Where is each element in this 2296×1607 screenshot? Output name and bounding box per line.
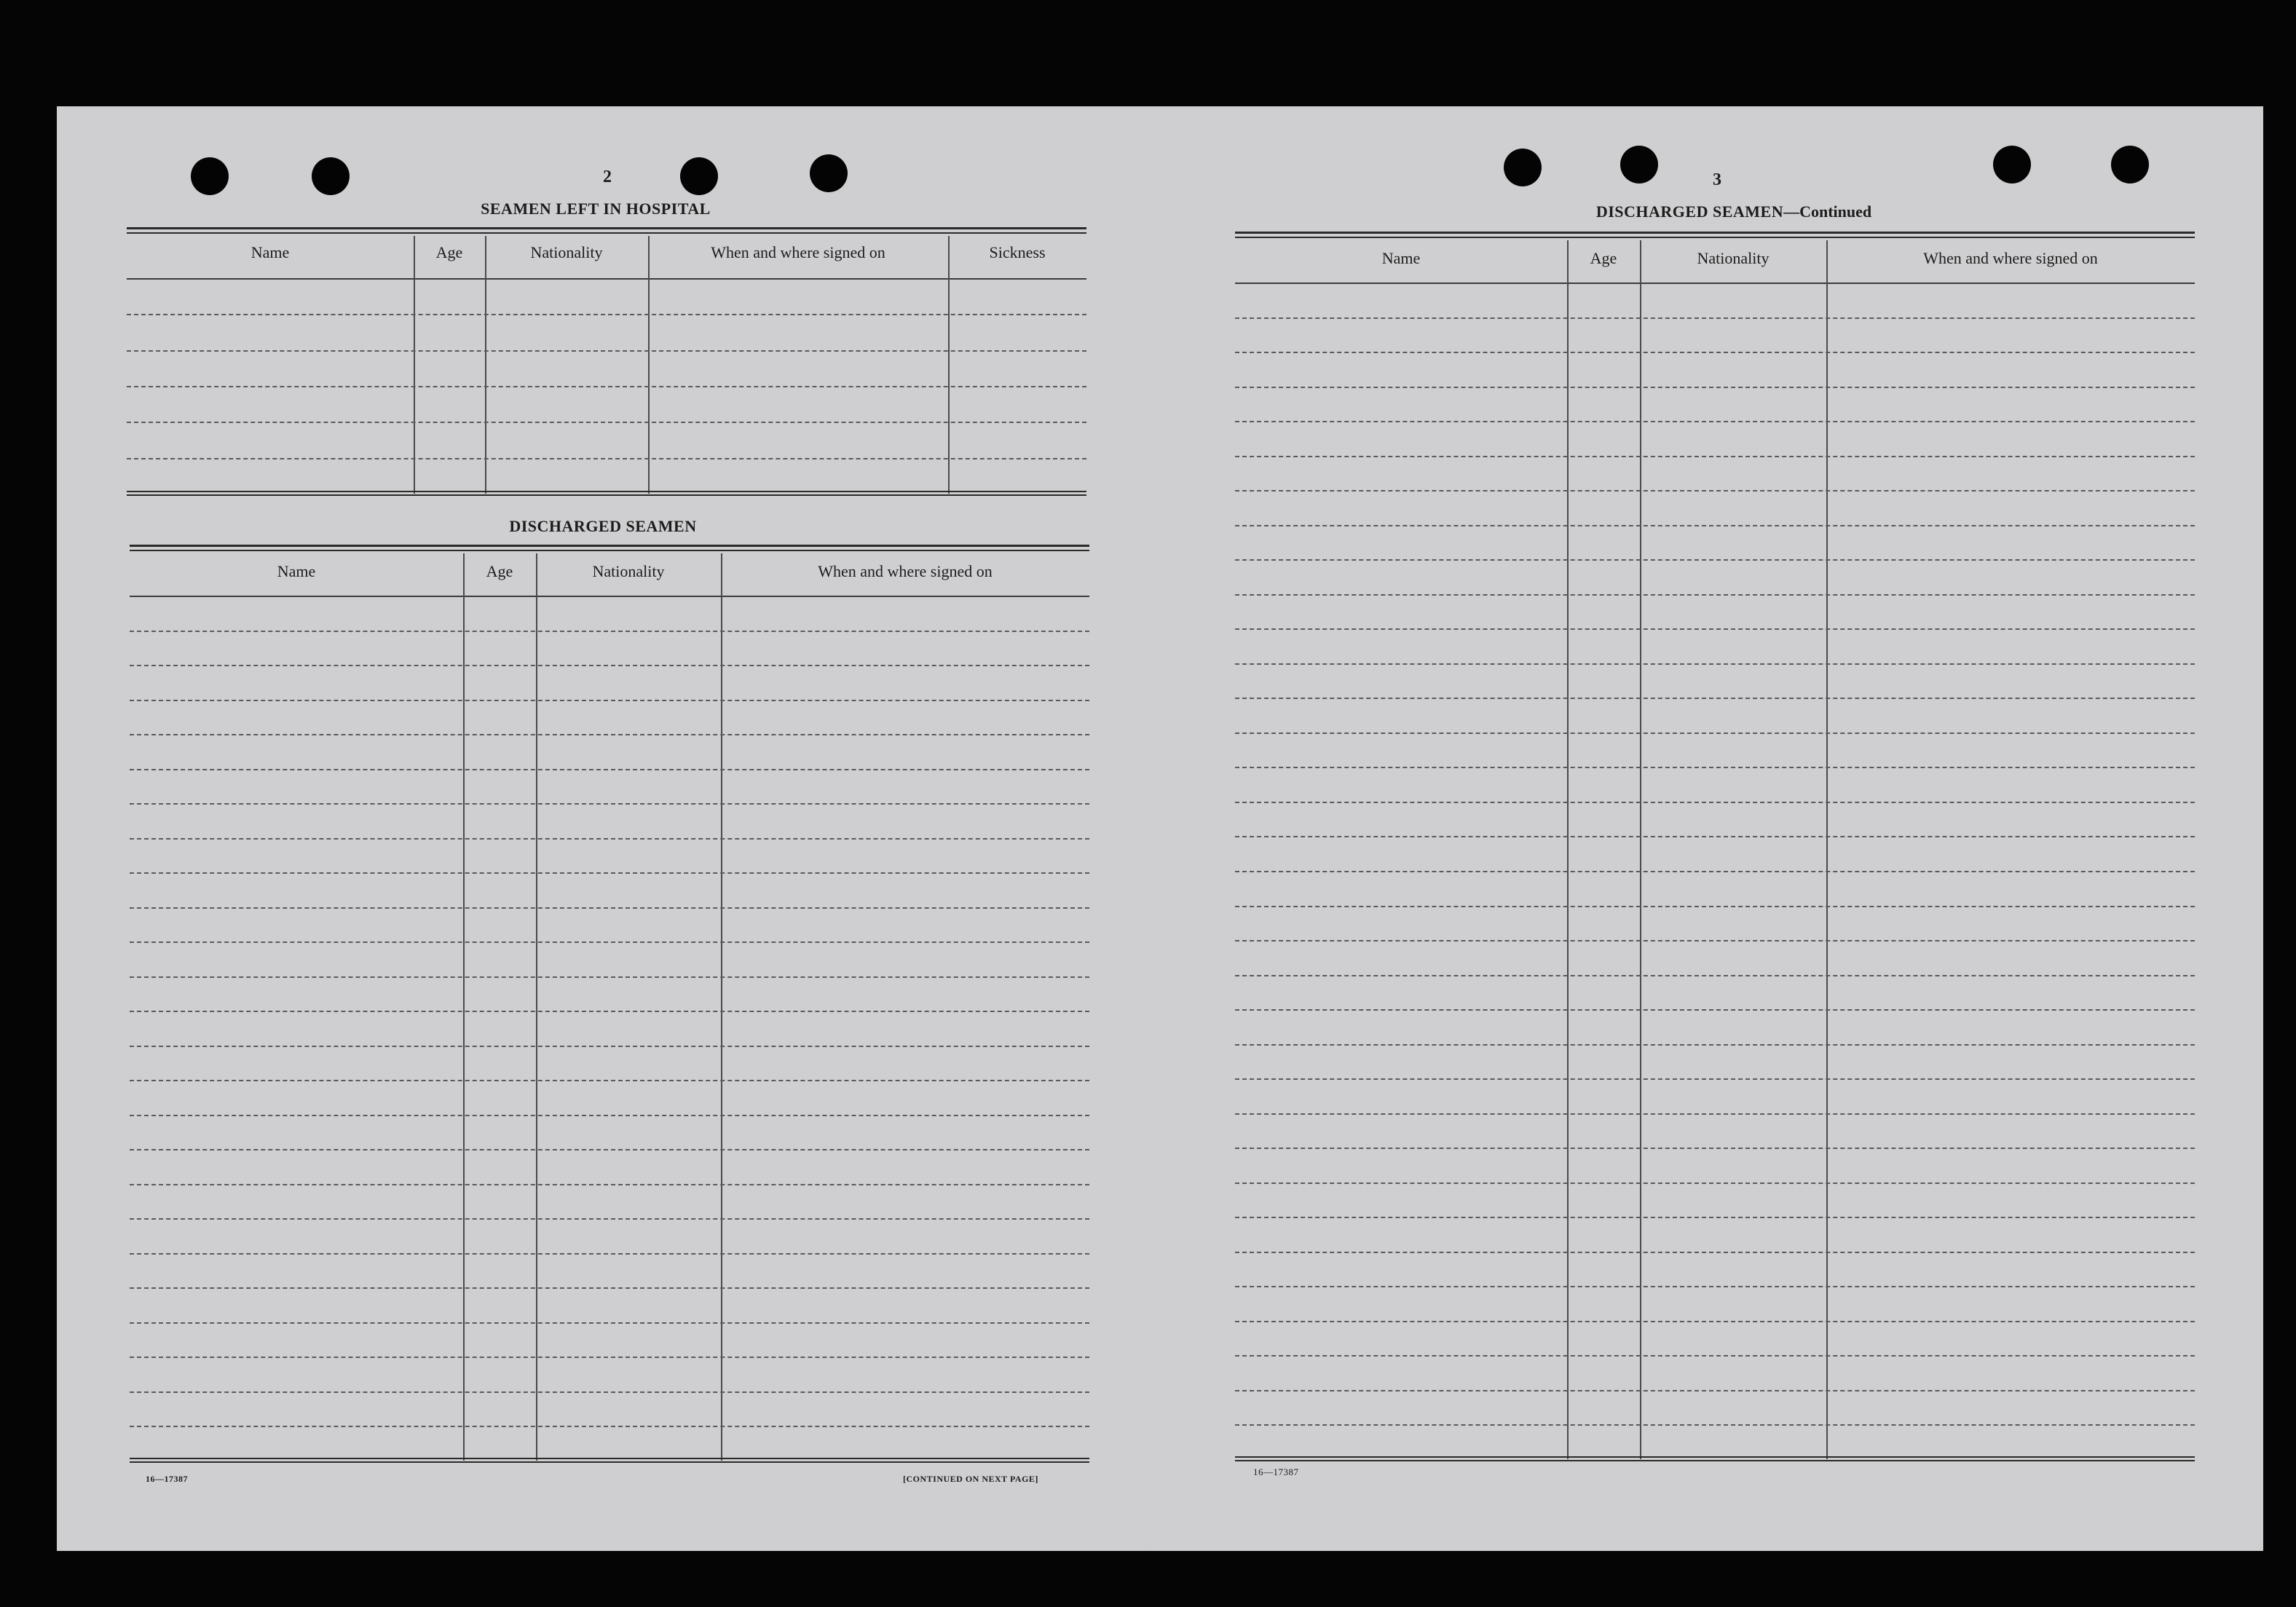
page-number: 2 [603, 167, 612, 186]
column-header-age: Age [435, 243, 463, 261]
blank-entry-row[interactable] [1235, 559, 2195, 561]
hospital-section-title: SEAMEN LEFT IN HOSPITAL [481, 200, 711, 218]
table-bottom-rule [130, 1458, 1089, 1463]
column-header-nationality: Nationality [1697, 249, 1770, 267]
header-underline [127, 278, 1086, 280]
section-title-main: DISCHARGED SEAMEN [1595, 202, 1784, 221]
punch-hole [312, 157, 350, 195]
table-bottom-rule [1235, 1456, 2195, 1461]
column-divider [1640, 240, 1641, 1459]
column-header-age: Age [486, 562, 513, 580]
punch-hole [810, 154, 848, 192]
column-divider [536, 553, 537, 1461]
column-header-nationality: Nationality [530, 243, 603, 261]
blank-entry-row[interactable] [1235, 628, 2195, 630]
form-number: 16—17387 [146, 1474, 188, 1484]
punch-hole [191, 157, 229, 195]
discharged-table [130, 545, 1089, 1461]
column-header-when-and-where-signed-on: When and where signed on [711, 243, 885, 261]
blank-entry-row[interactable] [130, 631, 1089, 632]
blank-entry-row[interactable] [1235, 940, 2195, 941]
blank-entry-row[interactable] [130, 700, 1089, 701]
page-2 [57, 106, 1149, 1551]
discharged-continued-title [1530, 202, 1938, 221]
column-header-age: Age [1590, 249, 1617, 267]
blank-entry-row[interactable] [1235, 871, 2195, 872]
blank-entry-row[interactable] [1235, 663, 2195, 665]
column-header-name: Name [250, 243, 290, 261]
page-number: 3 [1713, 170, 1721, 189]
table-top-rule [130, 545, 1089, 551]
blank-entry-row[interactable] [1235, 906, 2195, 907]
blank-entry-row[interactable] [130, 1253, 1089, 1255]
blank-entry-row[interactable] [1235, 1148, 2195, 1149]
blank-entry-row[interactable] [1235, 733, 2195, 734]
column-header-sickness: Sickness [989, 243, 1046, 261]
hospital-table [127, 227, 1086, 494]
blank-entry-row[interactable] [130, 1287, 1089, 1289]
blank-entry-row[interactable] [130, 1149, 1089, 1150]
form-number: 16—17387 [1253, 1466, 1299, 1477]
scanned-form-spread [57, 106, 2263, 1551]
table-top-rule [127, 227, 1086, 234]
blank-entry-row[interactable] [1235, 456, 2195, 457]
column-divider [721, 553, 722, 1461]
blank-entry-row[interactable] [130, 976, 1089, 978]
blank-entry-row[interactable] [127, 422, 1086, 423]
header-underline [130, 596, 1089, 597]
blank-entry-row[interactable] [130, 872, 1089, 874]
column-header-name: Name [1381, 249, 1421, 267]
column-divider [463, 553, 465, 1461]
blank-entry-row[interactable] [127, 314, 1086, 315]
header-underline [1235, 283, 2195, 284]
page-3 [1151, 106, 2263, 1551]
blank-entry-row[interactable] [130, 1426, 1089, 1427]
column-divider [1567, 240, 1569, 1459]
blank-entry-row[interactable] [130, 1184, 1089, 1185]
punch-hole [680, 157, 718, 195]
punch-hole [2111, 146, 2149, 183]
column-header-when-and-where-signed-on: When and where signed on [1923, 249, 2098, 267]
blank-entry-row[interactable] [1235, 767, 2195, 768]
blank-entry-row[interactable] [127, 458, 1086, 459]
blank-entry-row[interactable] [1235, 525, 2195, 526]
blank-entry-row[interactable] [1235, 1044, 2195, 1046]
blank-entry-row[interactable] [1235, 352, 2195, 353]
blank-entry-row[interactable] [127, 386, 1086, 387]
blank-entry-row[interactable] [1235, 698, 2195, 699]
blank-entry-row[interactable] [130, 734, 1089, 735]
blank-entry-row[interactable] [1235, 1252, 2195, 1253]
blank-entry-row[interactable] [130, 1391, 1089, 1393]
blank-entry-row[interactable] [127, 350, 1086, 352]
blank-entry-row[interactable] [130, 941, 1089, 943]
blank-entry-row[interactable] [130, 1080, 1089, 1081]
table-bottom-rule [127, 491, 1086, 496]
blank-entry-row[interactable] [1235, 802, 2195, 803]
blank-entry-row[interactable] [130, 1046, 1089, 1047]
column-header-name: Name [277, 562, 316, 580]
column-divider [414, 236, 415, 494]
blank-entry-row[interactable] [1235, 1355, 2195, 1357]
discharged-continued-table [1235, 232, 2195, 1459]
blank-entry-row[interactable] [1235, 387, 2195, 388]
punch-hole [1993, 146, 2031, 183]
column-divider [485, 236, 486, 494]
blank-entry-row[interactable] [1235, 1286, 2195, 1287]
column-divider [1826, 240, 1828, 1459]
column-header-when-and-where-signed-on: When and where signed on [818, 562, 993, 580]
section-title-suffix: —Continued [1783, 202, 1872, 221]
blank-entry-row[interactable] [130, 803, 1089, 805]
blank-entry-row[interactable] [1235, 594, 2195, 596]
blank-entry-row[interactable] [1235, 421, 2195, 422]
punch-hole [1504, 149, 1542, 186]
blank-entry-row[interactable] [130, 1115, 1089, 1116]
blank-entry-row[interactable] [1235, 1009, 2195, 1011]
blank-entry-row[interactable] [130, 1218, 1089, 1220]
blank-entry-row[interactable] [1235, 1390, 2195, 1391]
blank-entry-row[interactable] [130, 769, 1089, 770]
blank-entry-row[interactable] [1235, 1182, 2195, 1184]
blank-entry-row[interactable] [1235, 1321, 2195, 1322]
blank-entry-row[interactable] [1235, 317, 2195, 319]
blank-entry-row[interactable] [1235, 1078, 2195, 1080]
blank-entry-row[interactable] [1235, 836, 2195, 837]
column-header-nationality: Nationality [592, 562, 665, 580]
discharged-section-title: DISCHARGED SEAMEN [509, 517, 697, 535]
blank-entry-row[interactable] [1235, 1113, 2195, 1115]
punch-hole [1620, 146, 1658, 183]
blank-entry-row[interactable] [1235, 490, 2195, 491]
blank-entry-row[interactable] [1235, 1217, 2195, 1218]
continued-note: [CONTINUED ON NEXT PAGE] [903, 1474, 1038, 1484]
table-top-rule [1235, 232, 2195, 238]
blank-entry-row[interactable] [130, 838, 1089, 840]
blank-entry-row[interactable] [130, 665, 1089, 666]
blank-entry-row[interactable] [130, 1322, 1089, 1324]
blank-entry-row[interactable] [1235, 975, 2195, 976]
blank-entry-row[interactable] [1235, 1424, 2195, 1426]
column-divider [948, 236, 950, 494]
blank-entry-row[interactable] [130, 1011, 1089, 1012]
blank-entry-row[interactable] [130, 907, 1089, 909]
blank-entry-row[interactable] [130, 1357, 1089, 1358]
column-divider [648, 236, 650, 494]
